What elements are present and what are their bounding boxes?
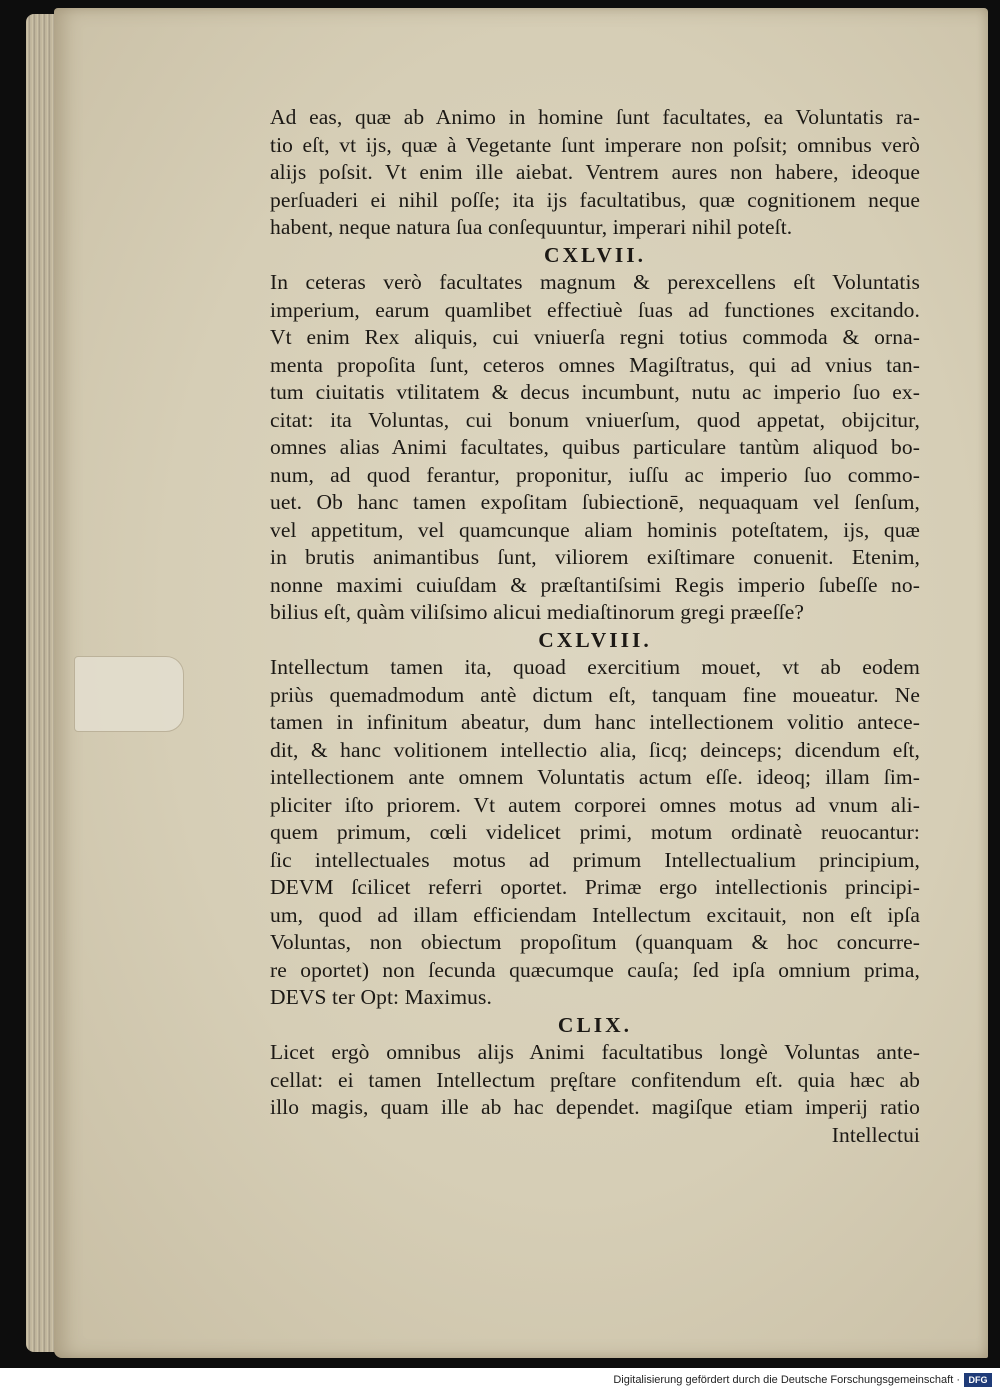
text-line: tio eſt, vt ijs, quæ à Vegetante ſunt imperare non poſsit; omnibus verò	[270, 132, 920, 157]
text-line: In ceteras verò facultates magnum & perexcellens eſt Voluntatis	[270, 270, 920, 294]
text-line: um, quod ad illam efficiendam Intellectum excitauit, non eſt ipſa	[270, 902, 920, 927]
section-heading: CXLVII.	[543, 242, 647, 267]
text-line: intellectionem ante omnem Voluntatis actum eſſe. ideoq; illam ſim-	[270, 765, 920, 789]
text-line: dit, & hanc volitionem intellectio alia, ſicq; deinceps; dicendum eſt,	[270, 737, 920, 762]
text-line: vel appetitum, vel quamcunque aliam hominis poteſtatem, ijs, quæ	[270, 517, 920, 542]
page-text-block	[270, 104, 920, 1149]
text-line: in brutis animantibus ſunt, viliorem exiſtimare conuenit. Etenim,	[270, 545, 920, 569]
text-line: DEVS ter Opt: Maximus.	[270, 985, 492, 1009]
digitization-footer	[0, 1368, 1000, 1393]
text-line: imperium, earum quamlibet effectiuè ſuas ad functiones excitando.	[270, 297, 920, 322]
text-line: tum ciuitatis vtilitatem & decus incumbunt, nutu ac imperio ſuo ex-	[270, 380, 920, 404]
text-line: Licet ergò omnibus alijs Animi facultatibus longè Voluntas ante-	[270, 1040, 920, 1064]
text-line: DEVM ſcilicet referri oportet. Primæ ergo intellectionis principi-	[270, 875, 920, 899]
text-line: menta propoſita ſunt, ceteros omnes Magiſtratus, qui ad vnius tan-	[270, 352, 920, 377]
text-line: omnes alias Animi facultates, quibus particulare tantùm aliquod bo-	[270, 435, 920, 459]
paper-bookmark-tab	[74, 656, 184, 732]
text-line: nonne maximi cuiuſdam & præſtantiſsimi Regis imperio ſubeſſe no-	[270, 572, 920, 597]
dfg-logo: DFG	[964, 1373, 992, 1387]
text-line: cellat: ei tamen Intellectum pręſtare confitendum eſt. quia hæc ab	[270, 1067, 920, 1092]
section-heading: CXLVIII.	[538, 627, 652, 652]
text-line: uet. Ob hanc tamen expoſitam ſubiectionē, nequaquam vel ſenſum,	[270, 490, 920, 514]
text-line: priùs quemadmodum antè dictum eſt, tanquam fine moueatur. Ne	[270, 682, 920, 707]
text-line: habent, neque natura ſua conſequuntur, imperari nihil poteſt.	[270, 215, 793, 239]
text-line: Intellectui	[831, 1122, 920, 1147]
text-line: ſic intellectuales motus ad primum Intellectualium principium,	[270, 847, 920, 872]
text-line: Intellectum tamen ita, quoad exercitium mouet, vt ab eodem	[270, 655, 920, 679]
text-line: alijs poſsit. Vt enim ille aiebat. Ventrem aures non habere, ideoque	[270, 160, 920, 184]
text-line: quem primum, cœli videlicet primi, motum ordinatè reuocantur:	[270, 820, 920, 844]
text-line: Ad eas, quæ ab Animo in homine ſunt facultates, ea Voluntatis ra-	[270, 105, 920, 129]
text-line: pliciter iſto priorem. Vt autem corporei omnes motus ad vnum ali-	[270, 792, 920, 817]
text-line: Voluntas, non obiectum propoſitum (quanquam & hoc concurre-	[270, 930, 920, 954]
text-line: num, ad quod ferantur, proponitur, iuſſu ac imperio ſuo commo-	[270, 462, 920, 487]
text-line: citat: ita Voluntas, cui bonum vniuerſum, quod appetat, obijcitur,	[270, 407, 920, 432]
text-line: tamen in infinitum abeatur, dum hanc intellectionem volitio antece-	[270, 710, 920, 734]
text-line: illo magis, quam ille ab hac dependet. magiſque etiam imperij ratio	[270, 1095, 920, 1119]
text-line: perſuaderi ei nihil poſſe; ita ijs facultatibus, quæ cognitionem neque	[270, 187, 920, 212]
text-line: re oportet) non ſecunda quæcumque cauſa; ſed ipſa omnium prima,	[270, 957, 920, 982]
footer-credit-text: Digitalisierung gefördert durch die Deutsche Forschungsgemeinschaft ·	[613, 1374, 960, 1386]
text-line: bilius eſt, quàm viliſsimo alicui mediaſtinorum gregi præeſſe?	[270, 600, 805, 624]
text-line: Vt enim Rex aliquis, cui vniuerſa regni totius commoda & orna-	[270, 325, 920, 349]
section-heading: CLIX.	[557, 1012, 633, 1037]
